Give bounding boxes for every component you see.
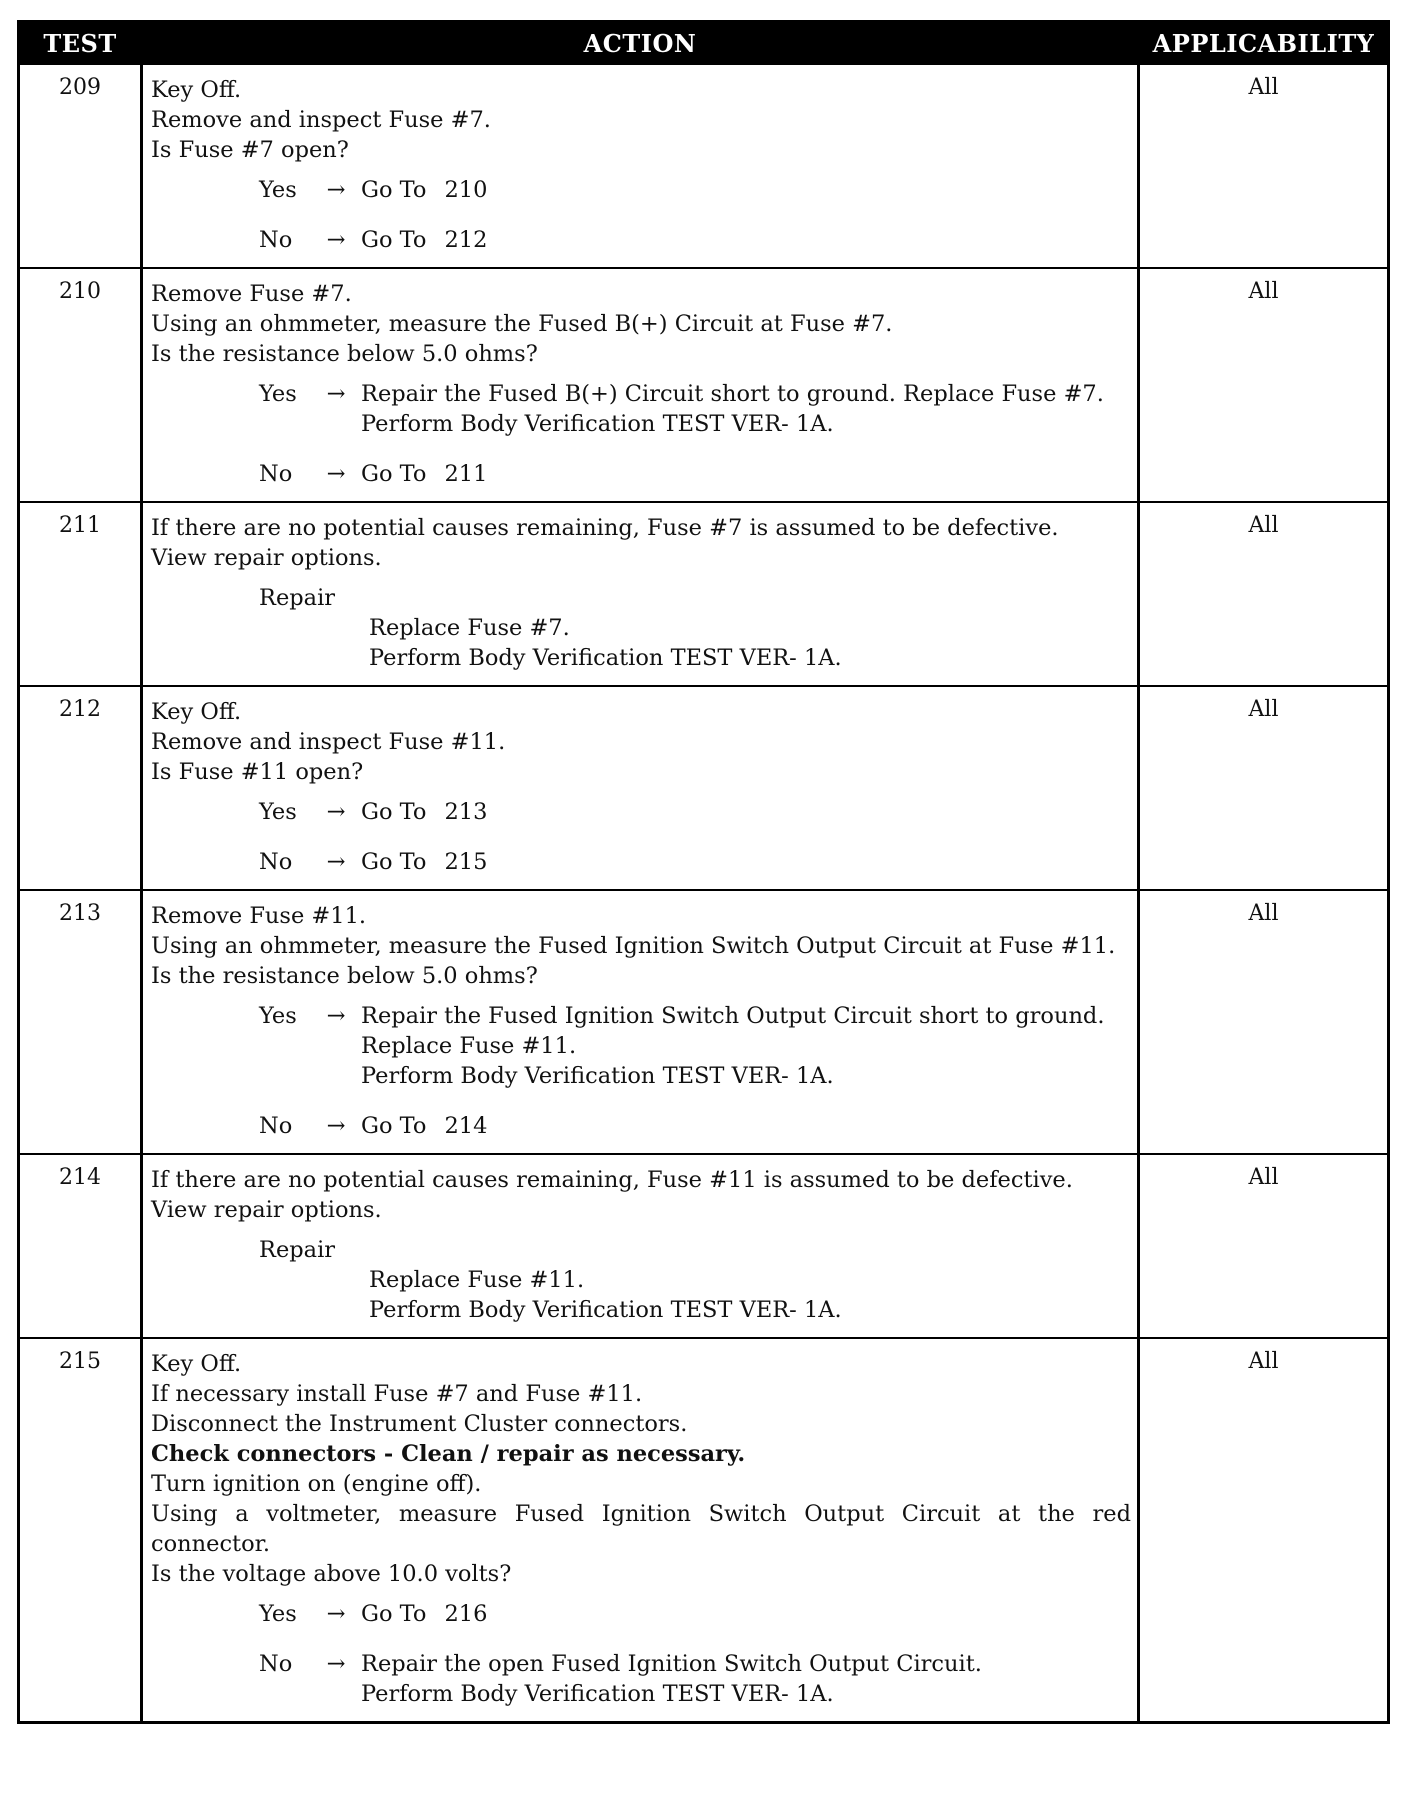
applicability-cell: All	[1248, 1349, 1279, 1374]
arrow-icon: →	[326, 1113, 346, 1139]
action-line: Remove Fuse #11.	[151, 903, 367, 929]
repair-steps	[369, 613, 1131, 673]
goto-label: Go To	[361, 227, 427, 253]
no-label: No	[259, 849, 293, 875]
action-line: Turn ignition on (engine off).	[151, 1471, 482, 1497]
yes-option	[151, 797, 1131, 827]
action-line: Is the voltage above 10.0 volts?	[151, 1561, 512, 1587]
action-line: Key Off.	[151, 77, 242, 103]
result-line: Perform Body Verification TEST VER- 1A.	[361, 411, 834, 437]
test-number: 212	[59, 697, 101, 722]
result-line: Repair the Fused B(+) Circuit short to ground. Replace Fuse #7.	[361, 381, 1104, 407]
action-line: Key Off.	[151, 1351, 242, 1377]
repair-label: Repair	[259, 1237, 336, 1263]
result-line: Replace Fuse #11.	[361, 1033, 577, 1059]
action-line: Disconnect the Instrument Cluster connectors.	[151, 1411, 688, 1437]
action-line: Is Fuse #7 open?	[151, 137, 349, 163]
table-row	[20, 501, 1387, 685]
test-number: 214	[59, 1165, 101, 1190]
header-action: ACTION	[583, 28, 697, 58]
action-line: Remove and inspect Fuse #7.	[151, 107, 491, 133]
result-line: Perform Body Verification TEST VER- 1A.	[361, 1681, 834, 1707]
no-label: No	[259, 461, 293, 487]
applicability-cell: All	[1248, 697, 1279, 722]
table-row	[20, 1153, 1387, 1337]
goto-target: 216	[444, 1601, 488, 1627]
arrow-icon: →	[326, 1003, 346, 1029]
action-line: Key Off.	[151, 699, 242, 725]
goto-label: Go To	[361, 1113, 427, 1139]
action-cell	[140, 1155, 1140, 1337]
repair-label: Repair	[259, 585, 336, 611]
no-option	[151, 847, 1131, 877]
goto-target: 215	[444, 849, 488, 875]
test-number: 210	[59, 279, 101, 304]
applicability-cell: All	[1248, 513, 1279, 538]
table-row	[20, 889, 1387, 1153]
diagnostic-test-table	[17, 20, 1390, 1724]
action-line-emphasis: Check connectors - Clean / repair as necessary.	[151, 1441, 746, 1467]
action-line: Using a voltmeter, measure Fused Ignition Switch Output Circuit at the red connector.	[151, 1501, 1131, 1557]
goto-target: 212	[444, 227, 488, 253]
action-line: If there are no potential causes remaining, Fuse #11 is assumed to be defective.	[151, 1167, 1073, 1193]
no-option	[151, 459, 1131, 489]
applicability-cell: All	[1248, 279, 1279, 304]
test-number: 211	[59, 513, 101, 538]
goto-label: Go To	[361, 177, 427, 203]
test-number: 209	[59, 75, 101, 100]
yes-option	[151, 175, 1131, 205]
action-line: View repair options.	[151, 1197, 382, 1223]
action-line: Remove and inspect Fuse #11.	[151, 729, 506, 755]
goto-target: 211	[444, 461, 488, 487]
goto-label: Go To	[361, 461, 427, 487]
action-line: Is the resistance below 5.0 ohms?	[151, 341, 538, 367]
table-header	[20, 23, 1387, 63]
action-line: Is Fuse #11 open?	[151, 759, 364, 785]
goto-target: 214	[444, 1113, 488, 1139]
no-label: No	[259, 227, 293, 253]
no-label: No	[259, 1113, 293, 1139]
no-option	[151, 1649, 1131, 1709]
goto-label: Go To	[361, 799, 427, 825]
applicability-cell: All	[1248, 1165, 1279, 1190]
yes-option	[151, 1001, 1131, 1091]
result-line: Repair the open Fused Ignition Switch Output Circuit.	[361, 1651, 982, 1677]
applicability-cell: All	[1248, 901, 1279, 926]
table-row	[20, 267, 1387, 501]
yes-option	[151, 379, 1131, 439]
action-cell	[140, 891, 1140, 1153]
test-number: 213	[59, 901, 101, 926]
yes-option	[151, 1599, 1131, 1629]
action-line: View repair options.	[151, 545, 382, 571]
arrow-icon: →	[326, 799, 346, 825]
yes-label: Yes	[259, 1003, 297, 1029]
action-cell	[140, 269, 1140, 501]
action-line: Using an ohmmeter, measure the Fused Ignition Switch Output Circuit at Fuse #11.	[151, 933, 1116, 959]
yes-label: Yes	[259, 799, 297, 825]
repair-line: Perform Body Verification TEST VER- 1A.	[369, 645, 842, 671]
action-line: Remove Fuse #7.	[151, 281, 352, 307]
action-line: Using an ohmmeter, measure the Fused B(+) Circuit at Fuse #7.	[151, 311, 893, 337]
arrow-icon: →	[326, 1651, 346, 1677]
action-cell	[140, 687, 1140, 889]
yes-label: Yes	[259, 177, 297, 203]
applicability-cell: All	[1248, 75, 1279, 100]
arrow-icon: →	[326, 1601, 346, 1627]
header-test: TEST	[43, 28, 117, 58]
action-cell	[140, 65, 1140, 267]
action-line: Is the resistance below 5.0 ohms?	[151, 963, 538, 989]
action-line: If there are no potential causes remaining, Fuse #7 is assumed to be defective.	[151, 515, 1059, 541]
goto-target: 213	[444, 799, 488, 825]
goto-target: 210	[444, 177, 488, 203]
repair-line: Replace Fuse #7.	[369, 615, 570, 641]
yes-label: Yes	[259, 1601, 297, 1627]
arrow-icon: →	[326, 849, 346, 875]
no-option	[151, 225, 1131, 255]
no-option	[151, 1111, 1131, 1141]
table-row	[20, 1337, 1387, 1721]
repair-steps	[369, 1265, 1131, 1325]
repair-line: Perform Body Verification TEST VER- 1A.	[369, 1297, 842, 1323]
result-line: Repair the Fused Ignition Switch Output Circuit short to ground.	[361, 1003, 1105, 1029]
action-line: If necessary install Fuse #7 and Fuse #11.	[151, 1381, 643, 1407]
arrow-icon: →	[326, 461, 346, 487]
arrow-icon: →	[326, 227, 346, 253]
action-cell	[140, 1339, 1140, 1721]
arrow-icon: →	[326, 177, 346, 203]
test-number: 215	[59, 1349, 101, 1374]
goto-label: Go To	[361, 1601, 427, 1627]
table-row	[20, 63, 1387, 267]
result-line: Perform Body Verification TEST VER- 1A.	[361, 1063, 834, 1089]
table-row	[20, 685, 1387, 889]
goto-label: Go To	[361, 849, 427, 875]
header-applicability: APPLICABILITY	[1152, 28, 1375, 58]
arrow-icon: →	[326, 381, 346, 407]
action-cell	[140, 503, 1140, 685]
yes-label: Yes	[259, 381, 297, 407]
no-label: No	[259, 1651, 293, 1677]
repair-line: Replace Fuse #11.	[369, 1267, 585, 1293]
